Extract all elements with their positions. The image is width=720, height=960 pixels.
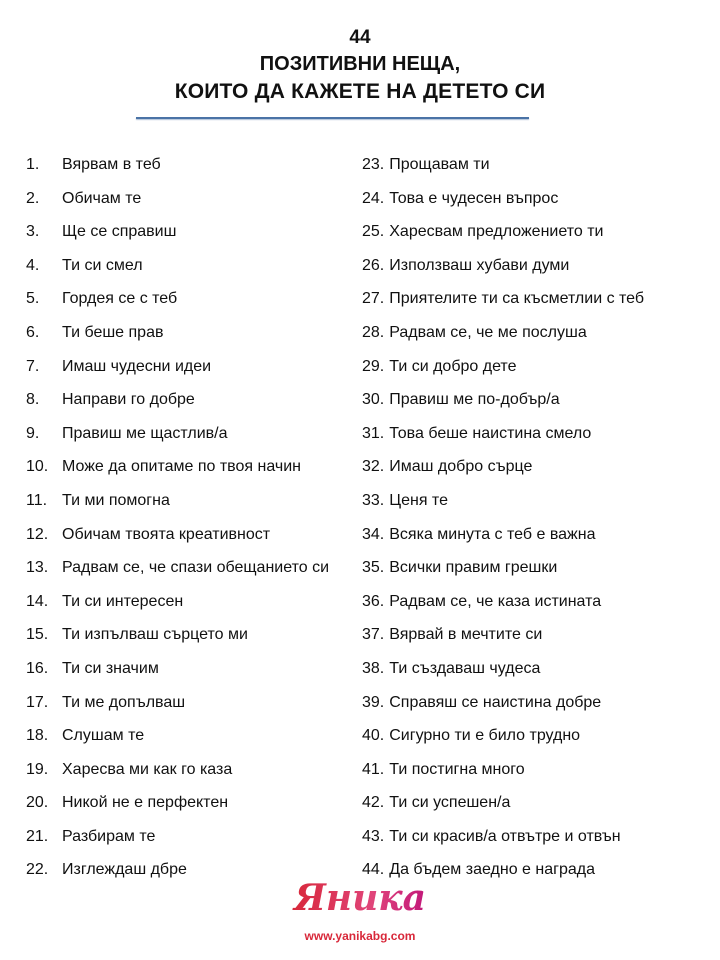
list-item-number: 23. xyxy=(362,156,385,173)
list-item-text: Вярвай в мечтите си xyxy=(389,626,543,644)
list-item xyxy=(26,420,356,454)
list-item-number: 18. xyxy=(26,727,49,745)
list-item xyxy=(362,621,712,655)
list-item xyxy=(362,521,712,555)
list-item xyxy=(362,554,712,588)
list-item-number: 26. xyxy=(362,256,385,274)
list-item-number: 25. xyxy=(362,223,385,241)
list-item-text: Това беше наистина смело xyxy=(389,424,592,442)
list-item-text: Приятелите ти са късметлии с теб xyxy=(389,290,645,308)
list-item-number: 34. xyxy=(362,525,385,543)
list-item-text: Ти си красив/а отвътре и отвън xyxy=(389,827,621,845)
website-url[interactable]: www.yanikabg.com xyxy=(304,929,416,943)
list-item-number: 5. xyxy=(26,290,40,308)
list-item xyxy=(26,151,356,185)
list-item-number: 29. xyxy=(362,357,385,375)
list-item-number: 15. xyxy=(26,626,49,644)
list-item xyxy=(26,655,356,689)
list-item-number: 41. xyxy=(362,760,385,778)
list-item-number: 16. xyxy=(26,659,49,677)
list-item-number: 40. xyxy=(362,727,385,745)
list-item-number: 36. xyxy=(362,592,385,610)
title-number: 44 xyxy=(349,27,371,48)
list-item-text: Ти изпълваш сърцето ми xyxy=(62,626,248,644)
list-item xyxy=(362,319,712,353)
list-item-number: 44. xyxy=(362,861,385,879)
list-item xyxy=(362,789,712,823)
list-item xyxy=(26,521,356,555)
list-column-right xyxy=(362,151,712,890)
list-item xyxy=(362,588,712,622)
list-item xyxy=(26,319,356,353)
list-item-text: Ти беше прав xyxy=(62,323,164,341)
list-item-text: Вярвам в теб xyxy=(62,156,161,173)
list-item xyxy=(26,218,356,252)
logo-text: Яника xyxy=(294,877,426,919)
list-item xyxy=(362,218,712,252)
list-item-text: Ти създаваш чудеса xyxy=(389,659,541,677)
list-item-number: 31. xyxy=(362,424,385,442)
list-item-text: Правиш ме по-добър/а xyxy=(389,391,560,409)
list-item-text: Обичам твоята креативност xyxy=(62,525,271,543)
list-item-text: Ти си смел xyxy=(62,256,143,274)
list-item xyxy=(362,453,712,487)
list-item xyxy=(362,353,712,387)
list-item-text: Ти си значим xyxy=(62,659,159,677)
list-item xyxy=(362,185,712,219)
list-item-number: 17. xyxy=(26,693,49,711)
list-item-number: 27. xyxy=(362,290,385,308)
list-item-number: 35. xyxy=(362,559,385,577)
list-item xyxy=(362,487,712,521)
list-item-number: 38. xyxy=(362,659,385,677)
list-item-text: Сигурно ти е било трудно xyxy=(389,727,581,745)
list-item-number: 10. xyxy=(26,458,49,476)
list-item-number: 8. xyxy=(26,391,40,409)
list-item-text: Ти ме допълваш xyxy=(62,693,186,711)
list-item xyxy=(26,621,356,655)
list-item xyxy=(362,823,712,857)
list-item-text: Ти си интересен xyxy=(62,592,184,610)
list-item xyxy=(26,789,356,823)
list-item xyxy=(26,285,356,319)
list-item-text: Ценя те xyxy=(389,491,448,509)
list-item-text: Слушам те xyxy=(62,727,145,745)
list-item xyxy=(26,756,356,790)
list-item-number: 42. xyxy=(362,794,385,812)
list-item xyxy=(362,756,712,790)
list-item-number: 1. xyxy=(26,156,40,173)
list-item-text: Изглеждаш дбре xyxy=(62,861,187,879)
list-item xyxy=(26,588,356,622)
list-item xyxy=(362,722,712,756)
list-item-text: Харесва ми как го каза xyxy=(62,760,233,778)
list-item-number: 13. xyxy=(26,559,49,577)
list-item xyxy=(26,453,356,487)
list-item-text: Разбирам те xyxy=(62,827,156,845)
list-item-number: 22. xyxy=(26,861,49,879)
list-item-number: 9. xyxy=(26,424,40,442)
list-item xyxy=(362,689,712,723)
list-item-text: Прощавам ти xyxy=(389,156,490,173)
list-item-number: 4. xyxy=(26,256,40,274)
list-item-number: 20. xyxy=(26,794,49,812)
list-item-text: Харесвам предложението ти xyxy=(389,223,604,241)
title-divider xyxy=(136,117,529,119)
list-item-text: Всяка минута с теб е важна xyxy=(389,525,596,543)
list-item xyxy=(362,420,712,454)
list-item-text: Направи го добре xyxy=(62,391,195,409)
list-item-text: Никой не е перфектен xyxy=(62,794,229,812)
list-item-text: Може да опитаме по твоя начин xyxy=(62,458,301,476)
list-item xyxy=(362,386,712,420)
list-item-text: Радвам се, че каза истината xyxy=(389,592,602,610)
list-item xyxy=(26,554,356,588)
list-item xyxy=(26,689,356,723)
list-item-number: 33. xyxy=(362,491,385,509)
title-line-2: КОИТО ДА КАЖЕТЕ НА ДЕТЕТО СИ xyxy=(174,80,546,103)
list-item xyxy=(26,823,356,857)
list-item xyxy=(362,285,712,319)
list-item-number: 21. xyxy=(26,827,49,845)
list-item xyxy=(26,386,356,420)
list-item-number: 14. xyxy=(26,592,49,610)
list-item xyxy=(26,252,356,286)
list-item-text: Ти си успешен/а xyxy=(389,794,511,812)
list-item-number: 43. xyxy=(362,827,385,845)
list-column-left xyxy=(26,151,356,890)
list-item xyxy=(362,252,712,286)
list-item-number: 19. xyxy=(26,760,49,778)
list-item-number: 12. xyxy=(26,525,49,543)
yanika-logo-icon xyxy=(294,872,426,922)
list-item-text: Ти ми помогна xyxy=(62,491,170,509)
list-item-text: Използваш хубави думи xyxy=(389,256,570,274)
list-item-text: Справяш се наистина добре xyxy=(389,693,602,711)
list-item-text: Да бъдем заедно е награда xyxy=(389,861,595,879)
title-line-1: ПОЗИТИВНИ НЕЩА, xyxy=(259,53,461,75)
list-item-text: Гордея се с теб xyxy=(62,290,178,308)
list-item-text: Обичам те xyxy=(62,189,142,207)
list-item-text: Имаш чудесни идеи xyxy=(62,357,212,375)
list-item xyxy=(26,722,356,756)
list-item-number: 11. xyxy=(26,491,48,509)
list-item-number: 30. xyxy=(362,391,385,409)
list-item-number: 32. xyxy=(362,458,385,476)
list-item-number: 7. xyxy=(26,357,40,375)
list-item-number: 2. xyxy=(26,189,40,207)
list-item-number: 37. xyxy=(362,626,385,644)
list-item-number: 6. xyxy=(26,323,40,341)
list-item-number: 39. xyxy=(362,693,385,711)
list-item-text: Правиш ме щастлив/а xyxy=(62,424,228,442)
list-item-text: Ти си добро дете xyxy=(389,357,517,375)
list-item-number: 28. xyxy=(362,323,385,341)
list-item-text: Ще се справиш xyxy=(62,223,177,241)
page-header xyxy=(0,24,720,105)
list-item xyxy=(362,151,712,185)
list-item-text: Това е чудесен въпрос xyxy=(389,189,559,207)
list-item xyxy=(26,353,356,387)
list-item xyxy=(26,487,356,521)
list-item-text: Радвам се, че спази обещанието си xyxy=(62,559,330,577)
list-item-number: 24. xyxy=(362,189,385,207)
brand-logo xyxy=(0,872,720,922)
list-item-text: Радвам се, че ме послуша xyxy=(389,323,587,341)
list-item xyxy=(26,185,356,219)
list-item xyxy=(362,655,712,689)
list-item-text: Имаш добро сърце xyxy=(389,458,533,476)
list-item-text: Ти постигна много xyxy=(389,760,525,778)
list-item-text: Всички правим грешки xyxy=(389,559,558,577)
list-item-number: 3. xyxy=(26,223,40,241)
